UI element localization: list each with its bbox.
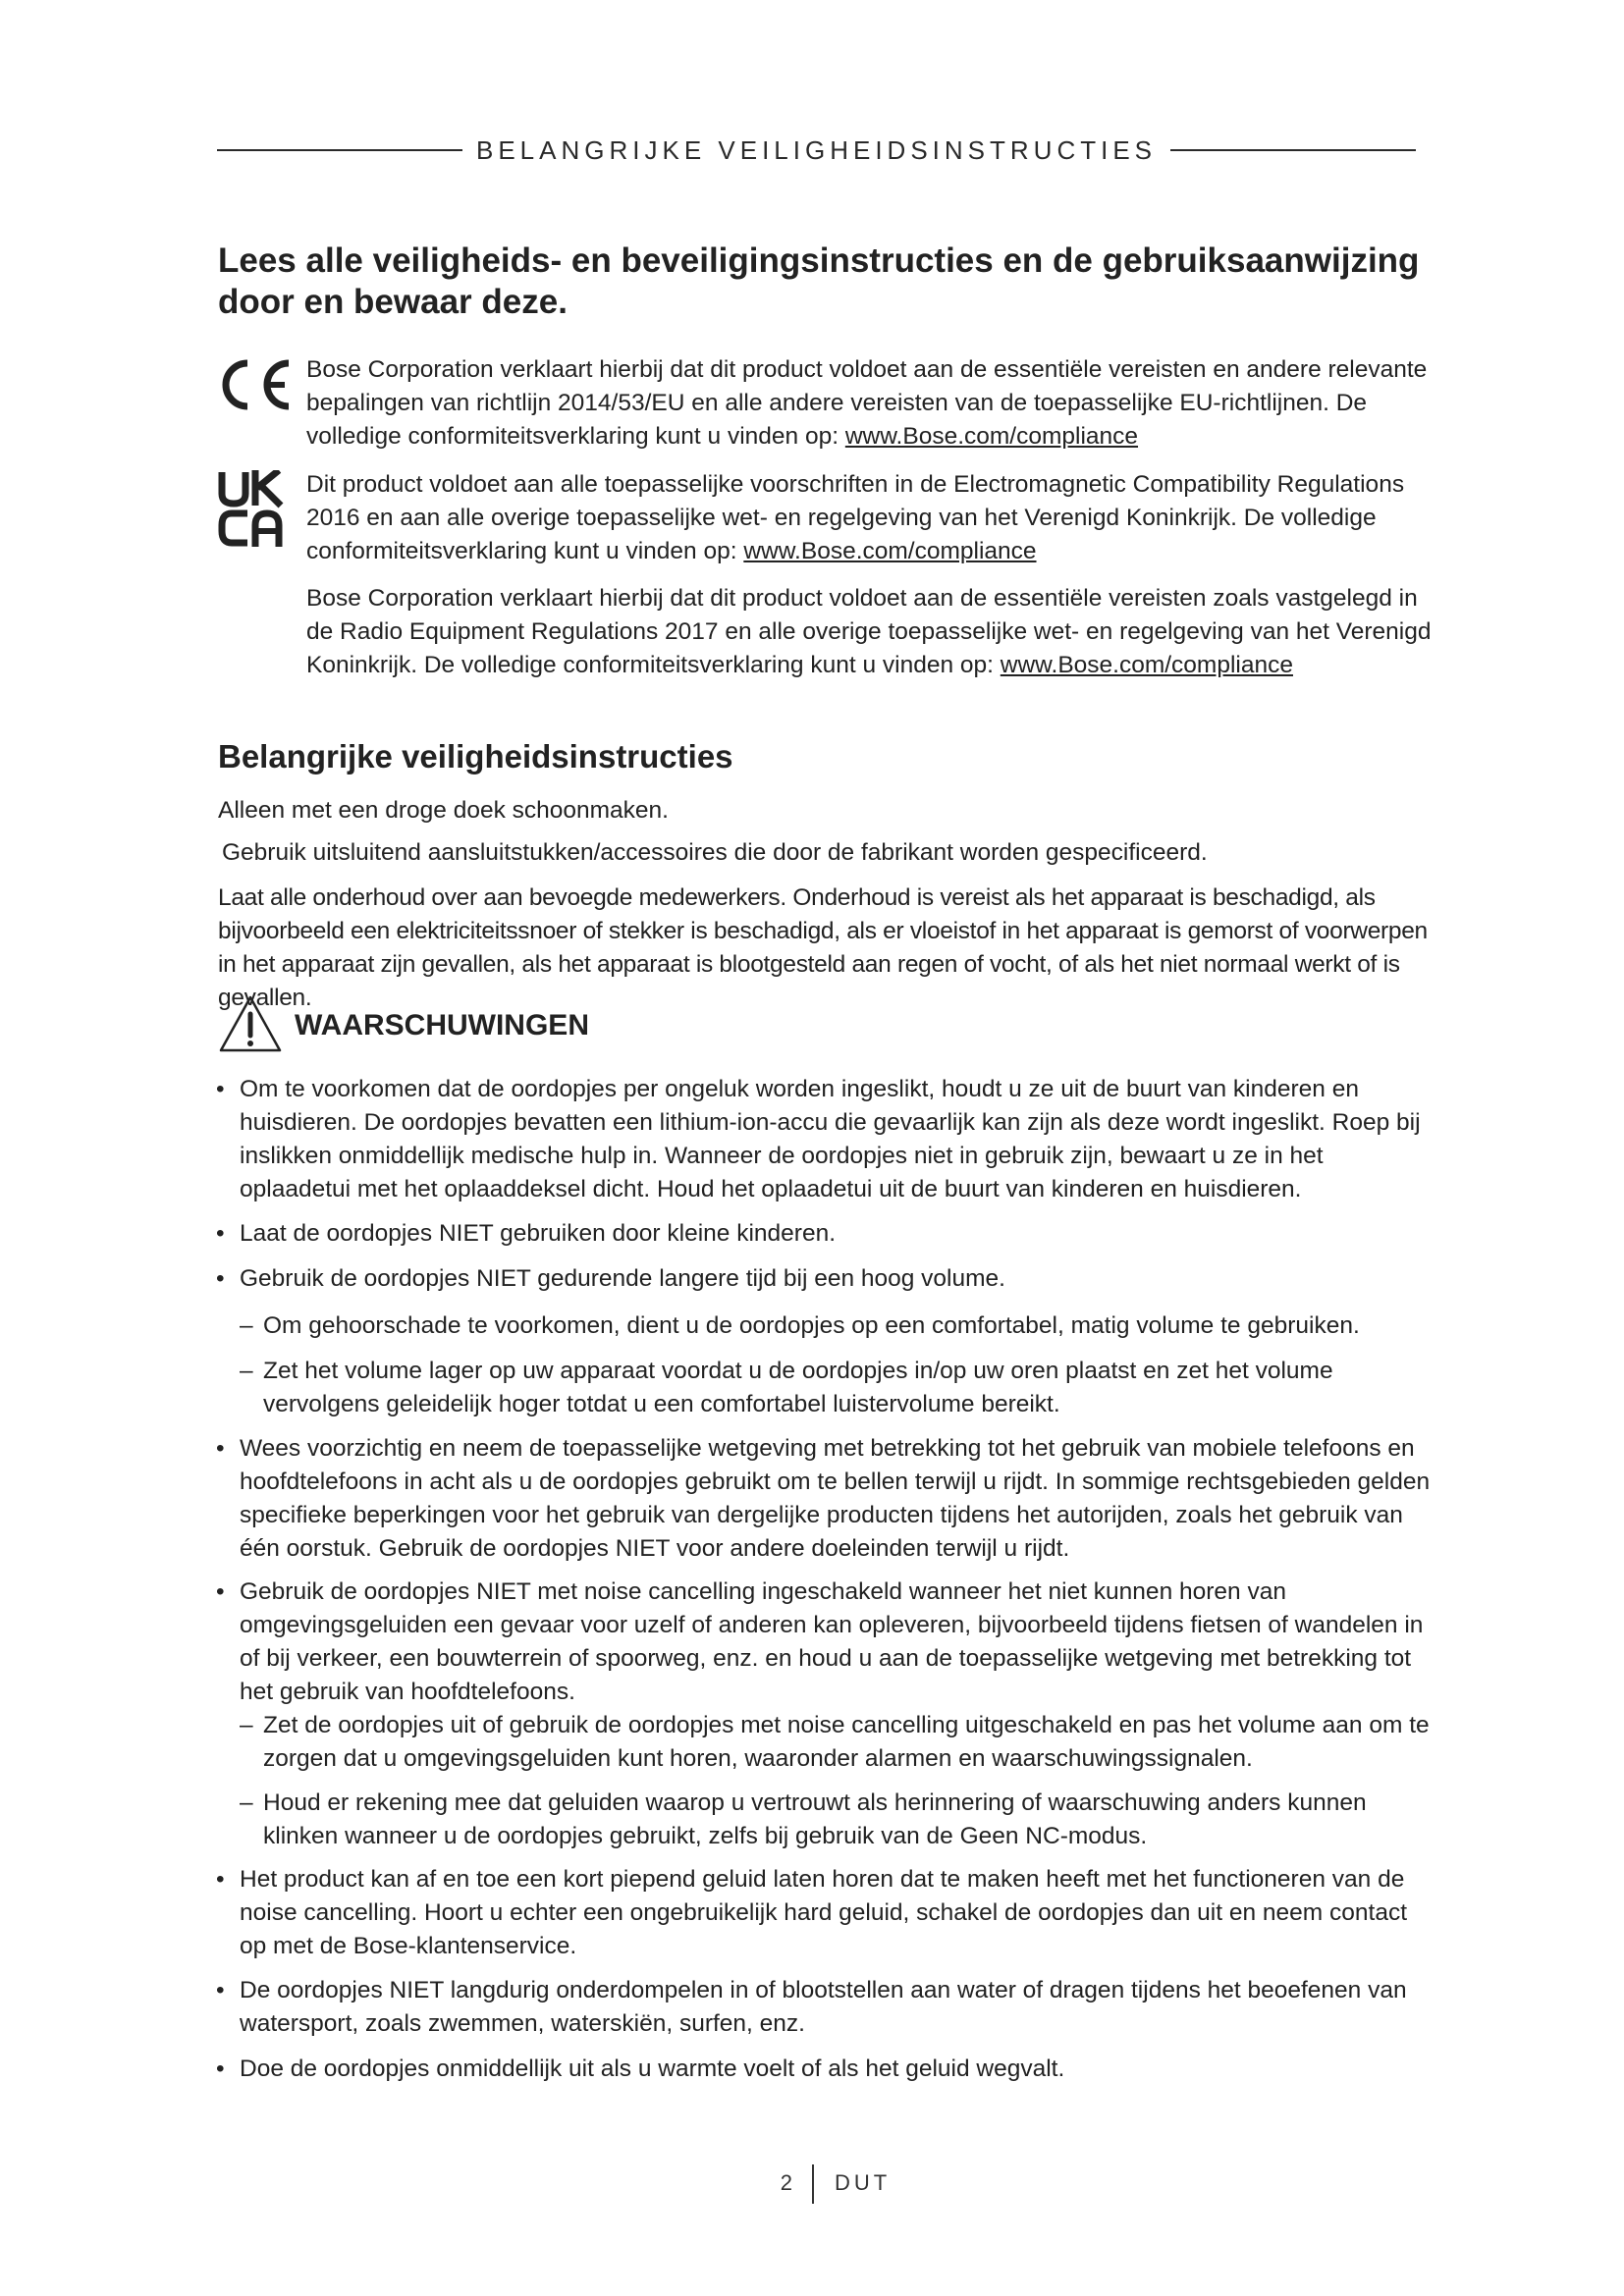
bullet-marker: • — [216, 1265, 225, 1292]
footer-divider — [812, 2164, 814, 2204]
warning-text: Wees voorzichtig en neem de toepasselijke wetgeving met betrekking tot het gebruik van mobiele telefoons en hoofdtelefoons in acht als u de oordopjes gebruikt om te bellen terwijl u rijdt. In sommige rechtsgebieden gelden specifieke beperkingen voor het gebruik van dergelijke producten tijdens het autorijden, zoals het gebruik van één oorstuk. Gebruik de oordopjes NIET voor andere doeleinden terwijl u rijdt. — [240, 1435, 1431, 1562]
bullet-marker: • — [216, 1866, 225, 1893]
ce-compliance-link[interactable]: www.Bose.com/compliance — [844, 423, 1139, 450]
warning-triangle-icon — [218, 994, 283, 1058]
header-rule-left — [217, 149, 462, 151]
main-heading: Lees alle veiligheids- en beveiligingsinstructies en de gebruiksaanwijzing door en bewaar deze. — [218, 241, 1420, 321]
page-footer — [0, 2164, 1624, 2204]
radio-declaration — [218, 582, 1435, 682]
bullet-marker: • — [216, 1977, 225, 2003]
ukca-compliance-link[interactable]: www.Bose.com/compliance — [743, 538, 1037, 564]
warning-subtext: Om gehoorschade te voorkomen, dient u de oordopjes op een comfortabel, matig volume te gebruiken. — [263, 1312, 1360, 1339]
warning-item-5 — [216, 1575, 1434, 1709]
bullet-marker: • — [216, 1076, 225, 1102]
warning-text: Doe de oordopjes onmiddellijk uit als u warmte voelt of als het geluid wegvalt. — [240, 2056, 1065, 2082]
dash-marker: – — [240, 1358, 253, 1384]
warning-text: Gebruik de oordopjes NIET met noise cancelling ingeschakeld wanneer het niet kunnen horen van omgevingsgeluiden een gevaar voor uzelf of anderen kan opleveren, bijvoorbeeld tijdens fietsen of wandelen in of bij verkeer, een bouwterrein of spoorweg, enz. en houd u aan de toepasselijke wetgeving met betrekking tot het gebruik van hoofdtelefoons. — [240, 1578, 1424, 1705]
ce-declaration — [218, 353, 1435, 454]
safety-paragraph-1: Alleen met een droge doek schoonmaken. — [218, 797, 669, 824]
ukca-text-body: Dit product voldoet aan alle toepasselijke voorschriften in de Electromagnetic Compatibility Regulations 2016 en aan alle overige toepasselijke wet- en regelgeving van het Verenigd Koninkrijk. De volledige conformiteitsverklaring kunt u vinden op: — [306, 471, 1405, 564]
bullet-marker: • — [216, 2056, 225, 2082]
warning-subtext: Houd er rekening mee dat geluiden waarop u vertrouwt als herinnering of waarschuwing anders kunnen klinken wanneer u de oordopjes gebruikt, zelfs bij gebruik van de Geen NC-modus. — [263, 1789, 1367, 1849]
warning-item-6 — [216, 1863, 1434, 1963]
warning-item-2 — [216, 1217, 1434, 1251]
warning-item-3 — [216, 1262, 1434, 1296]
page-header — [217, 133, 1416, 167]
warning-subtext: Zet het volume lager op uw apparaat voordat u de oordopjes in/op uw oren plaatst en zet het volume vervolgens geleidelijk hoger totdat u een comfortabel luistervolume bereikt. — [263, 1358, 1333, 1417]
bullet-marker: • — [216, 1578, 225, 1605]
warning-subtext: Zet de oordopjes uit of gebruik de oordopjes met noise cancelling uitgeschakeld en pas het volume aan om te zorgen dat u omgevingsgeluiden kunt horen, waaronder alarmen en waarschuwingssignalen. — [263, 1712, 1430, 1772]
header-rule-right — [1170, 149, 1416, 151]
radio-compliance-link[interactable]: www.Bose.com/compliance — [1000, 652, 1293, 678]
warnings-heading: WAARSCHUWINGEN — [295, 1009, 589, 1041]
ce-text — [306, 353, 1435, 454]
dash-marker: – — [240, 1312, 253, 1339]
language-code: DUT — [835, 2170, 892, 2195]
dash-marker: – — [240, 1789, 253, 1816]
warning-text: Laat de oordopjes NIET gebruiken door kleine kinderen. — [240, 1220, 836, 1247]
safety-heading: Belangrijke veiligheidsinstructies — [218, 738, 733, 774]
radio-text — [306, 582, 1435, 682]
header-title: BELANGRIJKE VEILIGHEIDSINSTRUCTIES — [476, 134, 1158, 165]
warning-subitem-3-1 — [240, 1309, 1435, 1343]
warning-item-7 — [216, 1974, 1434, 2041]
warning-item-1 — [216, 1073, 1434, 1206]
warning-text: De oordopjes NIET langdurig onderdompelen in of blootstellen aan water of dragen tijdens het beoefenen van watersport, zoals zwemmen, waterskiën, surfen, enz. — [240, 1977, 1407, 2037]
warning-text: Gebruik de oordopjes NIET gedurende langere tijd bij een hoog volume. — [240, 1265, 1005, 1292]
warning-item-8 — [216, 2053, 1434, 2086]
ukca-mark-icon — [218, 470, 287, 552]
warning-text: Het product kan af en toe een kort piepend geluid laten horen dat te maken heeft met het functioneren van de noise cancelling. Hoort u echter een ongebruikelijk hard geluid, schakel de oordopjes dan uit en neem contact op met de Bose-klantenservice. — [240, 1866, 1408, 1959]
warning-subitem-5-1 — [240, 1709, 1435, 1776]
warning-subitem-3-2 — [240, 1355, 1435, 1421]
dash-marker: – — [240, 1712, 253, 1738]
ce-mark-icon — [218, 355, 297, 419]
safety-paragraph-3: Laat alle onderhoud over aan bevoegde medewerkers. Onderhoud is vereist als het apparaat is beschadigd, als bijvoorbeeld een elektriciteitssnoer of stekker is beschadigd, als er vloeistof in het apparaat is gemorst of voorwerpen in het apparaat zijn gevallen, als het apparaat is blootgesteld aan regen of vocht, of als het niet normaal werkt of is gevallen. — [218, 884, 1428, 1011]
warning-text: Om te voorkomen dat de oordopjes per ongeluk worden ingeslikt, houdt u ze uit de buurt van kinderen en huisdieren. De oordopjes bevatten een lithium-ion-accu die gevaarlijk kan zijn als deze wordt ingeslikt. Roep bij inslikken onmiddellijk medische hulp in. Wanneer de oordopjes niet in gebruik zijn, bewaart u ze in het oplaadetui met het oplaaddeksel dicht. Houd het oplaadetui uit de buurt van kinderen en huisdieren. — [240, 1076, 1421, 1202]
ukca-declaration — [218, 468, 1435, 568]
bullet-marker: • — [216, 1220, 225, 1247]
radio-text-body: Bose Corporation verklaart hierbij dat dit product voldoet aan de essentiële vereisten zoals vastgelegd in de Radio Equipment Regulations 2017 en alle overige toepasselijke wet- en regelgeving van het Verenigd Koninkrijk. De volledige conformiteitsverklaring kunt u vinden op: — [306, 585, 1432, 678]
ukca-text — [306, 468, 1435, 568]
warnings-header — [218, 996, 589, 1055]
page-number: 2 — [780, 2170, 792, 2195]
ce-text-body: Bose Corporation verklaart hierbij dat dit product voldoet aan de essentiële vereisten en andere relevante bepalingen van richtlijn 2014/53/EU en alle andere vereisten van de toepasselijke EU-richtlijnen. De volledige conformiteitsverklaring kunt u vinden op: — [306, 356, 1428, 450]
safety-paragraph-2: Gebruik uitsluitend aansluitstukken/accessoires die door de fabrikant worden gespecificeerd. — [222, 839, 1208, 866]
bullet-marker: • — [216, 1435, 225, 1462]
warning-item-4 — [216, 1432, 1434, 1566]
warning-subitem-5-2 — [240, 1787, 1435, 1853]
